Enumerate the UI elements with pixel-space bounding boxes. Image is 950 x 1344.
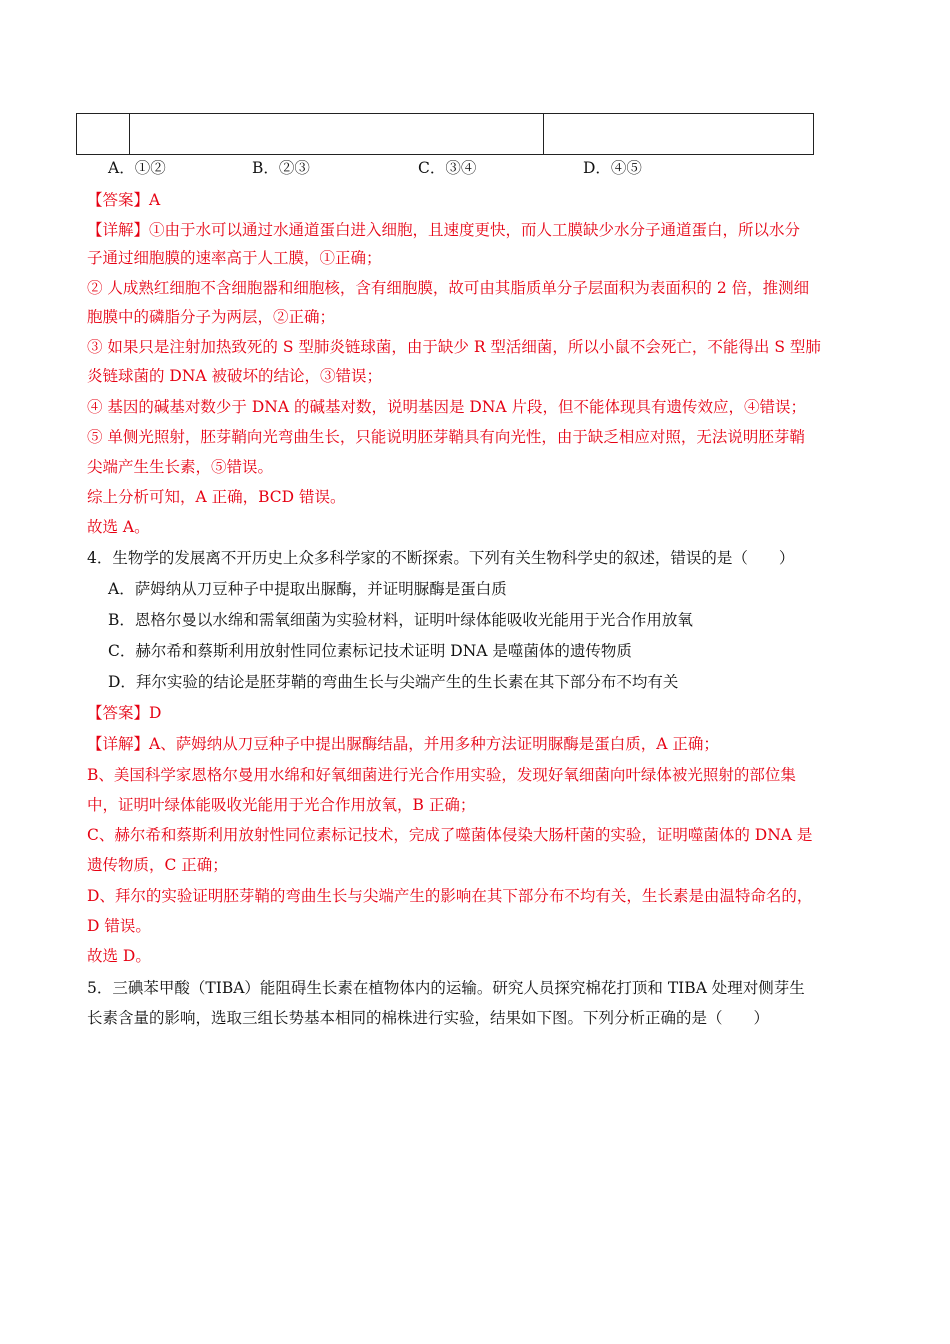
q3-explanation-line: 【详解】①由于水可以通过水通道蛋白进入细胞，且速度更快，而人工膜缺少水分子通道蛋白，所以水分 <box>87 221 801 239</box>
q3-option-b: B．②③ <box>252 159 310 177</box>
q3-explanation-line: 炎链球菌的 DNA 被破坏的结论，③错误； <box>87 367 383 385</box>
q4-explanation-line: C、赫尔希和蔡斯利用放射性同位素标记技术，完成了噬菌体侵染大肠杆菌的实验，证明噬菌体的 DNA 是 <box>87 826 813 844</box>
q4-answer: 【答案】D <box>87 704 162 722</box>
table-fragment <box>76 113 814 155</box>
q4-option-d: D．拜尔实验的结论是胚芽鞘的弯曲生长与尖端产生的生长素在其下部分布不均有关 <box>108 673 679 691</box>
q4-option-a: A．萨姆纳从刀豆种子中提取出脲酶，并证明脲酶是蛋白质 <box>108 580 507 598</box>
q3-option-a: A．①② <box>108 159 166 177</box>
q3-explanation-line: ⑤ 单侧光照射，胚芽鞘向光弯曲生长，只能说明胚芽鞘具有向光性，由于缺乏相应对照，无法说明胚芽鞘 <box>87 428 805 446</box>
table-cell <box>544 114 813 154</box>
q3-explanation-line: ④ 基因的碱基对数少于 DNA 的碱基对数，说明基因是 DNA 片段，但不能体现具有遗传效应，④错误； <box>87 398 807 416</box>
q3-explanation-line: ③ 如果只是注射加热致死的 S 型肺炎链球菌，由于缺少 R 型活细菌，所以小鼠不会死亡，不能得出 S 型肺 <box>87 338 821 356</box>
q4-conclusion: 故选 D。 <box>87 947 151 965</box>
q3-explanation-line: ② 人成熟红细胞不含细胞器和细胞核，含有细胞膜，故可由其脂质单分子层面积为表面积的 2 倍，推测细 <box>87 279 810 297</box>
q3-option-c: C．③④ <box>418 159 477 177</box>
q4-explanation-line: B、美国科学家恩格尔曼用水绵和好氧细菌进行光合作用实验，发现好氧细菌向叶绿体被光照射的部位集 <box>87 766 796 784</box>
q3-explanation-line: 胞膜中的磷脂分子为两层，②正确； <box>87 308 336 326</box>
q3-explanation-line: 综上分析可知，A 正确，BCD 错误。 <box>87 488 346 506</box>
q4-explanation-line: 中，证明叶绿体能吸收光能用于光合作用放氧，B 正确； <box>87 796 476 814</box>
table-cell <box>130 114 544 154</box>
q4-explanation-line: D 错误。 <box>87 917 151 935</box>
q3-answer: 【答案】A <box>87 191 161 209</box>
q3-option-d: D．④⑤ <box>583 159 642 177</box>
table-cell <box>77 114 130 154</box>
q4-explanation-line: 【详解】A、萨姆纳从刀豆种子中提出脲酶结晶，并用多种方法证明脲酶是蛋白质，A 正确； <box>87 735 719 753</box>
q3-explanation-line: 子通过细胞膜的速率高于人工膜，①正确； <box>87 249 382 267</box>
q5-stem-line: 长素含量的影响，选取三组长势基本相同的棉株进行实验，结果如下图。下列分析正确的是（ ） <box>87 1009 770 1027</box>
q3-explanation-line: 尖端产生生长素，⑤错误。 <box>87 458 274 476</box>
q5-stem-line: 5．三碘苯甲酸（TIBA）能阻碍生长素在植物体内的运输。研究人员探究棉花打顶和 TIBA 处理对侧芽生 <box>87 979 805 997</box>
q4-explanation-line: 遗传物质，C 正确； <box>87 856 228 874</box>
q4-option-b: B．恩格尔曼以水绵和需氧细菌为实验材料，证明叶绿体能吸收光能用于光合作用放氧 <box>108 611 693 629</box>
q4-stem: 4．生物学的发展离不开历史上众多科学家的不断探索。下列有关生物科学史的叙述，错误的是（ ） <box>87 549 795 567</box>
q3-conclusion: 故选 A。 <box>87 518 150 536</box>
q4-option-c: C．赫尔希和蔡斯利用放射性同位素标记技术证明 DNA 是噬菌体的遗传物质 <box>108 642 632 660</box>
q4-explanation-line: D、拜尔的实验证明胚芽鞘的弯曲生长与尖端产生的影响在其下部分布不均有关，生长素是由温特命名的， <box>87 887 813 905</box>
